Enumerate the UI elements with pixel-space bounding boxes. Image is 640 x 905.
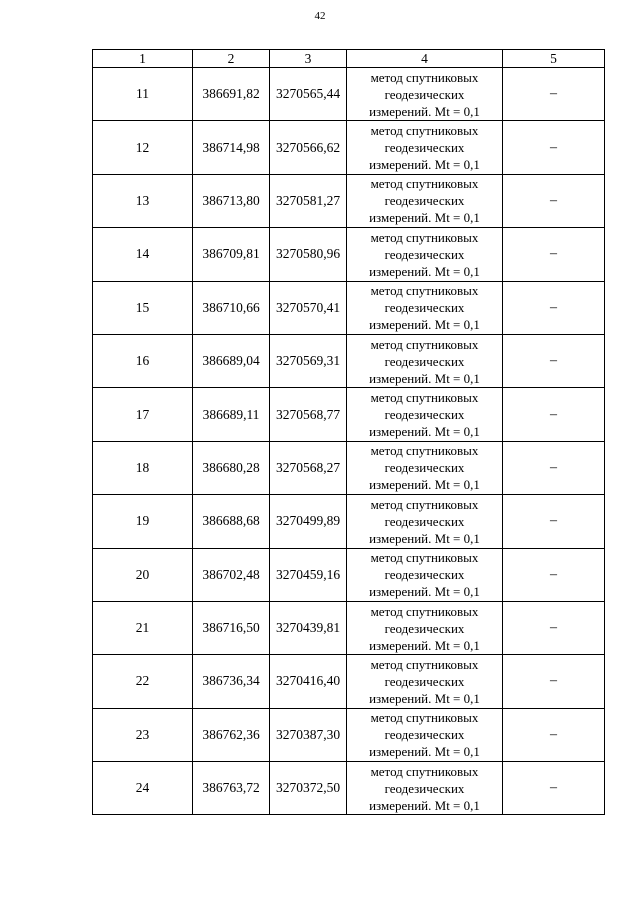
x-coordinate-cell: 386689,04 bbox=[193, 334, 270, 387]
table-body bbox=[93, 68, 605, 815]
method-cell bbox=[347, 281, 503, 334]
coordinates-table bbox=[92, 49, 605, 815]
table-row bbox=[93, 762, 605, 815]
note-cell: – bbox=[503, 174, 605, 227]
table-row bbox=[93, 281, 605, 334]
method-cell bbox=[347, 121, 503, 174]
note-cell: – bbox=[503, 762, 605, 815]
method-line: геодезических bbox=[384, 300, 465, 316]
note-cell: – bbox=[503, 281, 605, 334]
note-cell: – bbox=[503, 68, 605, 121]
table-row bbox=[93, 495, 605, 548]
table-row bbox=[93, 388, 605, 441]
y-coordinate-cell: 3270439,81 bbox=[270, 601, 347, 654]
table-header-row bbox=[93, 50, 605, 68]
y-coordinate-cell: 3270568,77 bbox=[270, 388, 347, 441]
method-line: измерений. Mt = 0,1 bbox=[369, 263, 480, 279]
method-line: измерений. Mt = 0,1 bbox=[369, 370, 480, 386]
table-row bbox=[93, 334, 605, 387]
note-cell: – bbox=[503, 441, 605, 494]
note-cell: – bbox=[503, 121, 605, 174]
y-coordinate-cell: 3270416,40 bbox=[270, 655, 347, 708]
method-cell bbox=[347, 762, 503, 815]
point-number-cell: 15 bbox=[93, 281, 193, 334]
point-number-cell: 14 bbox=[93, 228, 193, 281]
column-header-3: 3 bbox=[270, 50, 347, 68]
method-line: измерений. Mt = 0,1 bbox=[369, 424, 480, 440]
method-cell bbox=[347, 548, 503, 601]
method-line: измерений. Mt = 0,1 bbox=[369, 690, 480, 706]
point-number-cell: 18 bbox=[93, 441, 193, 494]
method-line: геодезических bbox=[384, 780, 465, 796]
method-line: геодезических bbox=[384, 86, 465, 102]
method-line: геодезических bbox=[384, 513, 465, 529]
method-cell bbox=[347, 441, 503, 494]
x-coordinate-cell: 386688,68 bbox=[193, 495, 270, 548]
column-header-5: 5 bbox=[503, 50, 605, 68]
method-cell bbox=[347, 228, 503, 281]
method-line: измерений. Mt = 0,1 bbox=[369, 210, 480, 226]
point-number-cell: 20 bbox=[93, 548, 193, 601]
method-line: метод спутниковых bbox=[370, 763, 479, 779]
x-coordinate-cell: 386691,82 bbox=[193, 68, 270, 121]
note-cell: – bbox=[503, 601, 605, 654]
column-header-1: 1 bbox=[93, 50, 193, 68]
method-line: измерений. Mt = 0,1 bbox=[369, 797, 480, 813]
method-line: метод спутниковых bbox=[370, 710, 479, 726]
y-coordinate-cell: 3270499,89 bbox=[270, 495, 347, 548]
note-cell: – bbox=[503, 388, 605, 441]
page-number: 42 bbox=[314, 10, 326, 22]
method-line: геодезических bbox=[384, 460, 465, 476]
y-coordinate-cell: 3270569,31 bbox=[270, 334, 347, 387]
y-coordinate-cell: 3270387,30 bbox=[270, 708, 347, 761]
table-row bbox=[93, 441, 605, 494]
y-coordinate-cell: 3270581,27 bbox=[270, 174, 347, 227]
method-line: геодезических bbox=[384, 353, 465, 369]
y-coordinate-cell: 3270459,16 bbox=[270, 548, 347, 601]
method-cell bbox=[347, 68, 503, 121]
method-cell bbox=[347, 708, 503, 761]
method-line: метод спутниковых bbox=[370, 176, 479, 192]
method-cell bbox=[347, 388, 503, 441]
point-number-cell: 13 bbox=[93, 174, 193, 227]
note-cell: – bbox=[503, 708, 605, 761]
point-number-cell: 12 bbox=[93, 121, 193, 174]
column-header-4: 4 bbox=[347, 50, 503, 68]
method-cell bbox=[347, 495, 503, 548]
method-line: геодезических bbox=[384, 673, 465, 689]
table-row bbox=[93, 121, 605, 174]
method-line: метод спутниковых bbox=[370, 656, 479, 672]
note-cell: – bbox=[503, 495, 605, 548]
method-line: метод спутниковых bbox=[370, 229, 479, 245]
method-line: геодезических bbox=[384, 727, 465, 743]
method-line: метод спутниковых bbox=[370, 390, 479, 406]
note-cell: – bbox=[503, 228, 605, 281]
method-line: геодезических bbox=[384, 407, 465, 423]
table-row bbox=[93, 708, 605, 761]
method-line: метод спутниковых bbox=[370, 550, 479, 566]
method-line: измерений. Mt = 0,1 bbox=[369, 530, 480, 546]
x-coordinate-cell: 386702,48 bbox=[193, 548, 270, 601]
table-row bbox=[93, 174, 605, 227]
method-cell bbox=[347, 601, 503, 654]
point-number-cell: 24 bbox=[93, 762, 193, 815]
method-line: метод спутниковых bbox=[370, 123, 479, 139]
method-line: метод спутниковых bbox=[370, 496, 479, 512]
table-row bbox=[93, 601, 605, 654]
method-line: измерений. Mt = 0,1 bbox=[369, 317, 480, 333]
method-line: измерений. Mt = 0,1 bbox=[369, 584, 480, 600]
y-coordinate-cell: 3270372,50 bbox=[270, 762, 347, 815]
method-line: геодезических bbox=[384, 140, 465, 156]
y-coordinate-cell: 3270568,27 bbox=[270, 441, 347, 494]
note-cell: – bbox=[503, 548, 605, 601]
x-coordinate-cell: 386716,50 bbox=[193, 601, 270, 654]
table-row bbox=[93, 68, 605, 121]
method-line: геодезических bbox=[384, 620, 465, 636]
x-coordinate-cell: 386714,98 bbox=[193, 121, 270, 174]
table-row bbox=[93, 228, 605, 281]
note-cell: – bbox=[503, 655, 605, 708]
x-coordinate-cell: 386713,80 bbox=[193, 174, 270, 227]
x-coordinate-cell: 386689,11 bbox=[193, 388, 270, 441]
method-line: измерений. Mt = 0,1 bbox=[369, 103, 480, 119]
point-number-cell: 19 bbox=[93, 495, 193, 548]
y-coordinate-cell: 3270570,41 bbox=[270, 281, 347, 334]
method-line: измерений. Mt = 0,1 bbox=[369, 477, 480, 493]
method-line: геодезических bbox=[384, 193, 465, 209]
method-line: измерений. Mt = 0,1 bbox=[369, 744, 480, 760]
method-line: измерений. Mt = 0,1 bbox=[369, 637, 480, 653]
table-row bbox=[93, 655, 605, 708]
method-cell bbox=[347, 334, 503, 387]
y-coordinate-cell: 3270580,96 bbox=[270, 228, 347, 281]
method-cell bbox=[347, 174, 503, 227]
point-number-cell: 22 bbox=[93, 655, 193, 708]
note-cell: – bbox=[503, 334, 605, 387]
method-line: метод спутниковых bbox=[370, 336, 479, 352]
y-coordinate-cell: 3270566,62 bbox=[270, 121, 347, 174]
method-line: метод спутниковых bbox=[370, 443, 479, 459]
point-number-cell: 16 bbox=[93, 334, 193, 387]
method-line: метод спутниковых bbox=[370, 603, 479, 619]
method-line: геодезических bbox=[384, 567, 465, 583]
column-header-2: 2 bbox=[193, 50, 270, 68]
method-line: измерений. Mt = 0,1 bbox=[369, 157, 480, 173]
x-coordinate-cell: 386680,28 bbox=[193, 441, 270, 494]
method-line: метод спутниковых bbox=[370, 69, 479, 85]
x-coordinate-cell: 386710,66 bbox=[193, 281, 270, 334]
point-number-cell: 23 bbox=[93, 708, 193, 761]
point-number-cell: 17 bbox=[93, 388, 193, 441]
point-number-cell: 21 bbox=[93, 601, 193, 654]
method-line: метод спутниковых bbox=[370, 283, 479, 299]
x-coordinate-cell: 386709,81 bbox=[193, 228, 270, 281]
y-coordinate-cell: 3270565,44 bbox=[270, 68, 347, 121]
method-cell bbox=[347, 655, 503, 708]
x-coordinate-cell: 386762,36 bbox=[193, 708, 270, 761]
method-line: геодезических bbox=[384, 246, 465, 262]
x-coordinate-cell: 386763,72 bbox=[193, 762, 270, 815]
x-coordinate-cell: 386736,34 bbox=[193, 655, 270, 708]
point-number-cell: 11 bbox=[93, 68, 193, 121]
table-row bbox=[93, 548, 605, 601]
